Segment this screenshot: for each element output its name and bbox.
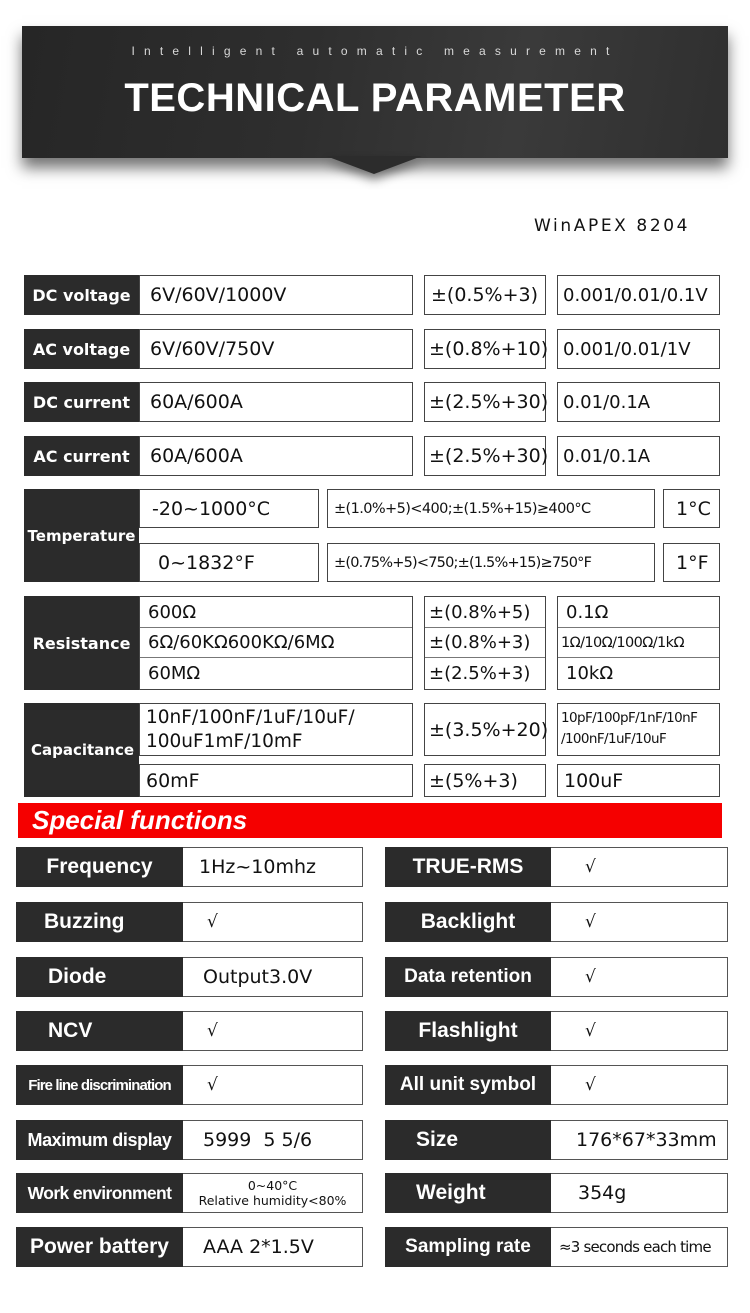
- param-accuracy: ±(0.8%+10): [424, 329, 546, 369]
- param-range: 60MΩ: [148, 662, 201, 684]
- special-value: AAA 2*1.5V: [183, 1227, 363, 1267]
- param-range: 60mF: [139, 764, 413, 797]
- param-resolution: 1Ω/10Ω/100Ω/1kΩ: [558, 628, 719, 658]
- param-accuracy-group: [424, 596, 546, 690]
- param-resolution-line: 10pF/100pF/1nF/10nF: [561, 710, 698, 726]
- param-accuracy: ±(2.5%+30): [424, 436, 546, 476]
- param-resolution: [557, 703, 720, 756]
- param-accuracy: ±(3.5%+20): [424, 703, 546, 756]
- param-resolution: 0.1Ω: [558, 597, 719, 628]
- param-range: 6V/60V/750V: [139, 329, 413, 369]
- param-resolution-line: /100nF/1uF/10uF: [561, 731, 667, 747]
- param-resolution: 0.001/0.01/0.1V: [557, 275, 720, 315]
- check-icon: √: [551, 1065, 728, 1105]
- special-label: Weight: [385, 1173, 551, 1213]
- special-label: Work environment: [16, 1173, 183, 1213]
- param-accuracy: ±(2.5%+30): [424, 382, 546, 422]
- param-accuracy: ±(5%+3): [424, 764, 546, 797]
- param-accuracy: ±(0.8%+5): [425, 597, 545, 628]
- check-icon: √: [551, 1011, 728, 1051]
- param-resolution: 0.001/0.01/1V: [557, 329, 720, 369]
- param-label: Capacitance: [24, 703, 139, 797]
- special-value-line: Relative humidity<80%: [198, 1193, 347, 1208]
- param-resolution: 100uF: [557, 764, 720, 797]
- param-range: -20~1000°C: [139, 489, 319, 528]
- param-resolution: 1°C: [663, 489, 720, 528]
- param-resolution: 10kΩ: [566, 662, 614, 684]
- param-label: AC voltage: [24, 329, 139, 369]
- special-label: Data retention: [385, 957, 551, 997]
- param-range-line: 10nF/100nF/1uF/10uF/: [146, 707, 355, 728]
- param-resolution: 1°F: [663, 543, 720, 582]
- param-range-line: 100uF1mF/10mF: [146, 731, 303, 752]
- special-label: NCV: [16, 1011, 183, 1051]
- check-icon: √: [551, 902, 728, 942]
- special-label: Buzzing: [16, 902, 183, 942]
- check-icon: √: [551, 957, 728, 997]
- special-label: Backlight: [385, 902, 551, 942]
- param-label: DC voltage: [24, 275, 139, 315]
- special-functions-header: Special functions: [18, 803, 722, 838]
- special-label: All unit symbol: [385, 1065, 551, 1105]
- banner-subtitle: Intelligent automatic measurement: [131, 44, 619, 58]
- special-label: Fire line discrimination: [16, 1065, 183, 1105]
- special-value-line: 0~40°C: [247, 1178, 298, 1193]
- param-accuracy: ±(0.75%+5)<750;±(1.5%+15)≥750°F: [327, 543, 655, 582]
- special-value: 176*67*33mm: [551, 1120, 728, 1160]
- special-label: Flashlight: [385, 1011, 551, 1051]
- param-accuracy: ±(2.5%+3): [429, 662, 531, 684]
- special-value: Output3.0V: [183, 957, 363, 997]
- special-label: Diode: [16, 957, 183, 997]
- special-value: ≈3 seconds each time: [551, 1227, 728, 1267]
- param-range-group: [139, 596, 413, 690]
- param-resolution: 0.01/0.1A: [557, 382, 720, 422]
- check-icon: √: [183, 1011, 363, 1051]
- param-accuracy: ±(0.5%+3): [424, 275, 546, 315]
- special-label: Frequency: [16, 847, 183, 887]
- header-banner: [22, 26, 728, 158]
- check-icon: √: [551, 847, 728, 887]
- special-value: 1Hz~10mhz: [183, 847, 363, 887]
- special-label: TRUE-RMS: [385, 847, 551, 887]
- param-resolution-group: [557, 596, 720, 690]
- param-label: Resistance: [24, 596, 139, 690]
- param-accuracy: ±(1.0%+5)<400;±(1.5%+15)≥400°C: [327, 489, 655, 528]
- param-resolution: 0.01/0.1A: [557, 436, 720, 476]
- special-label: Sampling rate: [385, 1227, 551, 1267]
- param-label: DC current: [24, 382, 139, 422]
- param-label: AC current: [24, 436, 139, 476]
- param-range: 0~1832°F: [139, 543, 319, 582]
- special-label: Power battery: [16, 1227, 183, 1267]
- special-label: Maximum display: [16, 1120, 183, 1160]
- param-range: 60A/600A: [139, 436, 413, 476]
- param-range: 60A/600A: [139, 382, 413, 422]
- banner-pointer: [326, 156, 422, 174]
- special-label: Size: [385, 1120, 551, 1160]
- page-title: TECHNICAL PARAMETER: [124, 76, 626, 120]
- model-name: WinAPEX 8204: [534, 216, 691, 236]
- special-value: 354g: [551, 1173, 728, 1213]
- param-range: 6Ω/60KΩ600KΩ/6MΩ: [140, 628, 412, 658]
- param-range: 6V/60V/1000V: [139, 275, 413, 315]
- special-value: 5999 5 5/6: [183, 1120, 363, 1160]
- param-label: Temperature: [24, 489, 139, 582]
- param-range: 600Ω: [140, 597, 412, 628]
- param-accuracy: ±(0.8%+3): [425, 628, 545, 658]
- check-icon: √: [183, 1065, 363, 1105]
- special-value: [183, 1173, 363, 1213]
- check-icon: √: [183, 902, 363, 942]
- param-range: [139, 703, 413, 756]
